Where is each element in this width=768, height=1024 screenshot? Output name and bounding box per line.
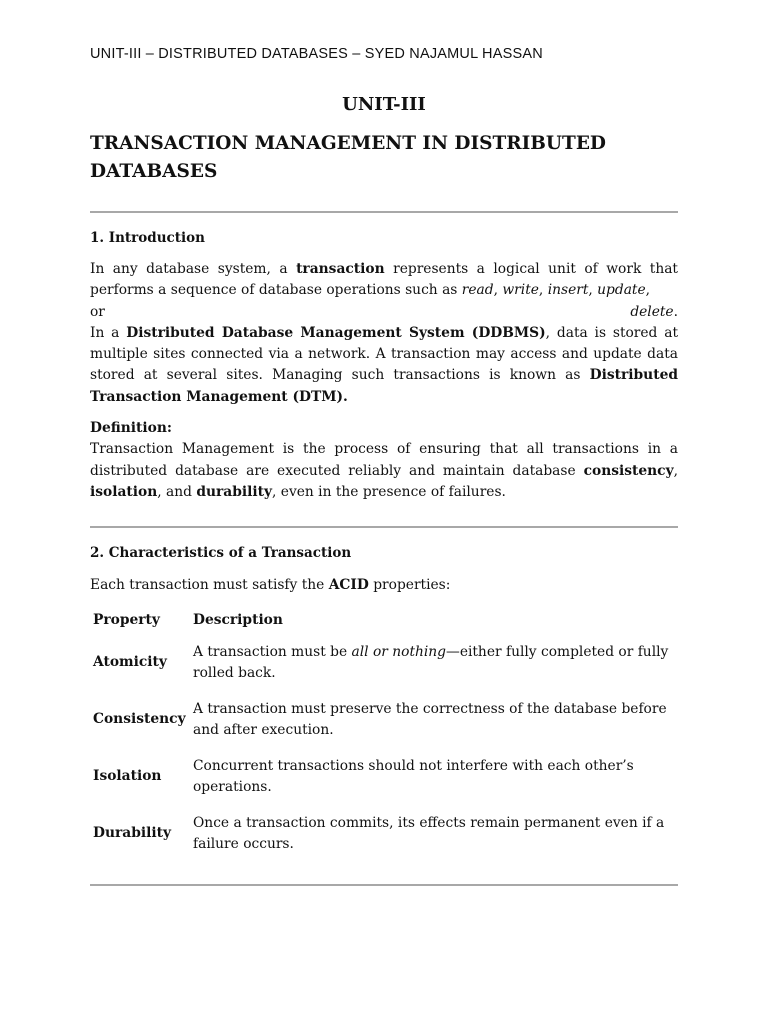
intro-paragraph (90, 259, 678, 408)
description-text: —either fully completed or fully rolled back. (193, 644, 669, 681)
intro-separator: , (588, 282, 598, 299)
acid-intro (90, 575, 678, 596)
ddbms-text: , data is stored at multiple sites connected via a network. A transaction may access and update data stored at several sites. Managing such transactions is known as (90, 324, 678, 384)
keyword-isolation: isolation (90, 483, 158, 500)
definition-part: , and (157, 483, 197, 500)
intro-separator: , (538, 282, 548, 299)
op-delete: delete (630, 303, 674, 320)
op-write: write (502, 282, 539, 299)
running-header: UNIT-III – DISTRIBUTED DATABASES – SYED NAJAMUL HASSAN (90, 46, 543, 62)
section-heading-characteristics: 2. Characteristics of a Transaction (90, 545, 352, 561)
column-header-description: Description (193, 612, 283, 628)
table-row (90, 748, 678, 805)
intro-text: In any database system, a (90, 261, 297, 277)
page-title (90, 130, 650, 186)
intro-last-line (90, 302, 678, 323)
description-cell: A transaction must preserve the correctness of the database before and after execution. (193, 701, 667, 738)
table-row (90, 634, 678, 691)
ddbms-keyword: Distributed Database Management System (DDBMS) (126, 324, 546, 341)
op-update: update (597, 282, 646, 299)
divider-1 (90, 211, 678, 213)
definition-block (90, 418, 678, 503)
definition-part: Transaction Management is the process of ensuring that all transactions in a distributed database are executed reliably and maintain database (90, 441, 678, 479)
section-heading-introduction: 1. Introduction (90, 230, 205, 246)
keyword-durability: durability (196, 483, 273, 500)
op-read: read (461, 282, 494, 299)
ddbms-paragraph (90, 323, 678, 408)
acid-intro-text: properties: (368, 577, 451, 593)
acid-table (90, 606, 678, 862)
unit-title: UNIT-III (342, 94, 426, 115)
description-cell: Once a transaction commits, its effects remain permanent even if a failure occurs. (193, 815, 665, 852)
column-header-property: Property (93, 612, 160, 628)
divider-3 (90, 884, 678, 886)
intro-separator: , (493, 282, 503, 299)
property-cell: Durability (93, 825, 171, 842)
description-text: A transaction must be (193, 644, 352, 660)
intro-delete-wrap (630, 302, 678, 323)
definition-part: , (673, 462, 678, 479)
op-insert: insert (547, 282, 589, 299)
keyword-consistency: consistency (583, 462, 674, 479)
table-header-row (90, 606, 678, 634)
table-row (90, 691, 678, 748)
page-title-line-1: TRANSACTION MANAGEMENT IN DISTRIBUTED (90, 133, 606, 154)
acid-intro-text: Each transaction must satisfy the (90, 577, 329, 593)
property-cell: Atomicity (93, 654, 167, 671)
intro-keyword-transaction: transaction (296, 261, 385, 277)
description-cell (190, 634, 678, 691)
intro-text: represents a logical unit of work that performs a sequence of database operations such as (90, 261, 678, 299)
description-cell: Concurrent transactions should not interfere with each other’s operations. (193, 758, 634, 795)
intro-period: . (673, 303, 678, 320)
dtm-keyword: Distributed Transaction Management (DTM). (90, 367, 678, 405)
property-cell: Isolation (93, 768, 162, 785)
page-title-line-2: DATABASES (90, 161, 218, 182)
table-row (90, 805, 678, 862)
definition-text (90, 439, 678, 503)
definition-label: Definition: (90, 420, 172, 436)
intro-or: or (90, 303, 105, 320)
divider-2 (90, 526, 678, 528)
description-emphasis: all or nothing (351, 644, 447, 660)
definition-part: , even in the presence of failures. (272, 483, 506, 500)
property-cell: Consistency (93, 711, 186, 728)
ddbms-text: In a (90, 324, 127, 341)
intro-separator: , (645, 282, 651, 299)
keyword-acid: ACID (328, 577, 369, 593)
